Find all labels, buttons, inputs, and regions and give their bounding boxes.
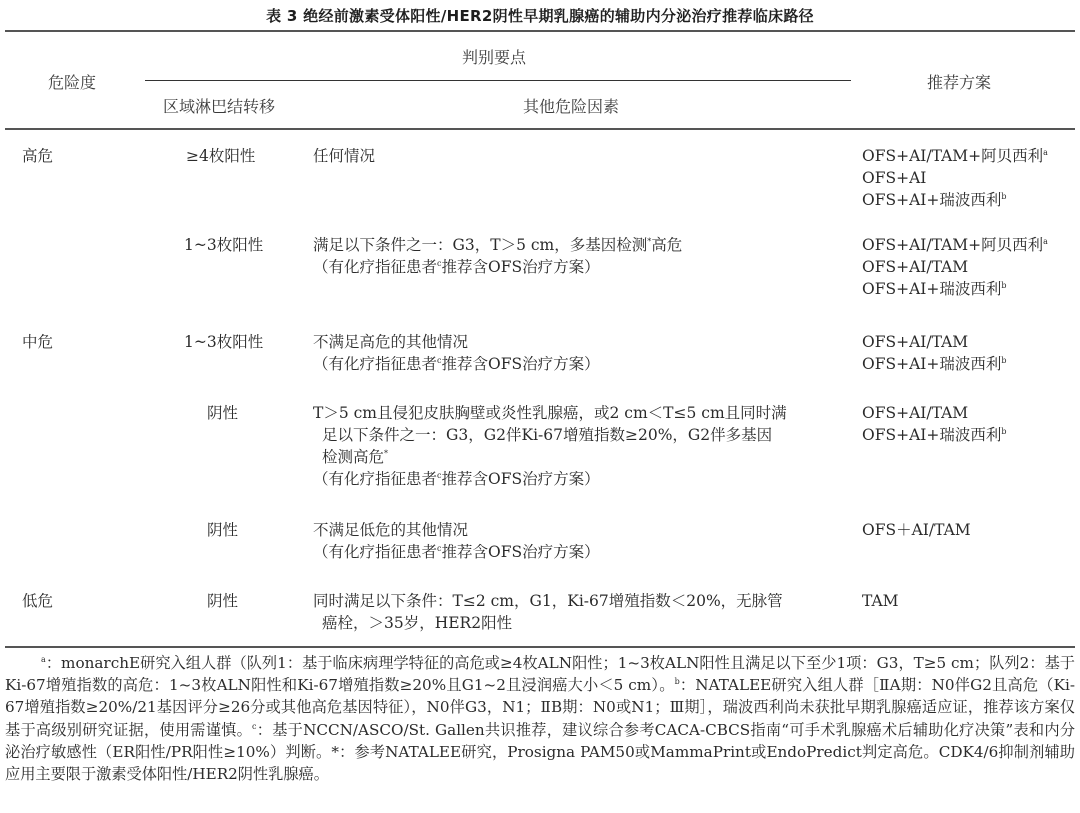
table-title: 表 3 绝经前激素受体阳性/HER2阴性早期乳腺癌的辅助内分泌治疗推荐临床路径 [266, 7, 814, 25]
plan-item [862, 353, 1007, 375]
footnote-a: ：monarchE研究入组人群（队列1：基于临床病理学特征的高危或≥4枚ALN阳性；1~3枚ALN阳性且满足以下至少1项：G3，T≥5 cm；队列2：基于Ki-67增殖指数的高危：1~3枚ALN阳性和Ki-67增殖指数≥20%且G1~2且浸润癌大小＜5 cm）。 [5, 654, 1075, 695]
risk-factor-text: （有化疗指征患者 [313, 355, 438, 373]
recommended-plans [862, 234, 1048, 300]
risk-factor-tail: 推荐含OFS治疗方案） [441, 355, 600, 373]
risk-level: 高危 [22, 147, 54, 165]
other-risk-factors [313, 331, 600, 375]
risk-factor-text: 不满足高危的其他情况 [313, 333, 469, 351]
header-lymph: 区域淋巴结转移 [163, 97, 276, 116]
header-plan: 推荐方案 [927, 73, 992, 92]
plan-text: OFS+AI [862, 169, 927, 187]
risk-factor-line [313, 145, 375, 167]
risk-factor-line [313, 331, 600, 353]
plan-text: OFS+AI+瑞波西利 [862, 426, 1002, 444]
recommended-plans [862, 331, 1007, 375]
footnote-mark-a: a [41, 654, 46, 664]
recommended-plans [862, 402, 1007, 446]
risk-factor-text: 癌栓，＞35岁，HER2阳性 [322, 614, 513, 632]
plan-text: OFS+AI+瑞波西利 [862, 191, 1002, 209]
other-risk-factors [313, 402, 787, 490]
risk-factor-tail: 推荐含OFS治疗方案） [441, 258, 600, 276]
plan-text: OFS+AI+瑞波西利 [862, 355, 1002, 373]
other-risk-factors [313, 234, 682, 278]
footnote-marker: b [1001, 191, 1007, 201]
plan-item [862, 278, 1048, 300]
plan-item [862, 145, 1048, 167]
risk-factor-line [313, 256, 682, 278]
risk-factor-text: 同时满足以下条件：T≤2 cm，G1，Ki-67增殖指数＜20%，无脉管 [313, 592, 783, 610]
plan-text: OFS+AI/TAM+阿贝西利 [862, 147, 1044, 165]
risk-factor-text: 不满足低危的其他情况 [313, 521, 469, 539]
footnote-b: ：NATALEE研究入组人群［ⅡA期：N0伴G2且高危（Ki-67增殖指数≥20%/21基因评分≥26分或其他高危基因特征），N0伴G3，N1；ⅡB期：N0或N1；Ⅲ期］，瑞波西利尚未获批早期乳腺癌适应证，推荐该方案仅基于高级别研究证据，使用需谨慎。 [5, 676, 1075, 739]
plan-item [862, 234, 1048, 256]
footnote-marker: * [384, 448, 389, 458]
footnote-marker: c [437, 258, 442, 268]
lymph-node-status: ≥4枚阳性 [186, 147, 256, 165]
risk-factor-tail: 高危 [651, 236, 683, 254]
risk-factor-line [313, 612, 783, 634]
risk-factor-text: （有化疗指征患者 [313, 470, 438, 488]
plan-item [862, 331, 1007, 353]
plan-text: OFS+AI/TAM [862, 258, 969, 276]
lymph-node-status: 1~3枚阳性 [184, 333, 264, 351]
risk-factor-text: T＞5 cm且侵犯皮肤胸壁或炎性乳腺癌，或2 cm＜T≤5 cm且同时满 [313, 404, 787, 422]
other-risk-factors [313, 590, 783, 634]
header-other: 其他危险因素 [523, 97, 620, 116]
risk-factor-tail: 推荐含OFS治疗方案） [441, 470, 600, 488]
risk-factor-line [313, 402, 787, 424]
header-sub-rule [145, 80, 851, 81]
other-risk-factors [313, 145, 375, 167]
risk-factor-line [313, 541, 600, 563]
plan-text: OFS+AI+瑞波西利 [862, 280, 1002, 298]
risk-factor-text: 满足以下条件之一：G3，T＞5 cm，多基因检测 [313, 236, 648, 254]
recommended-plans [862, 519, 971, 541]
plan-item [862, 189, 1048, 211]
footnote-mark-c: c [252, 721, 257, 731]
risk-level: 中危 [22, 333, 54, 351]
lymph-node-status: 阴性 [207, 521, 239, 539]
footnote-marker: c [437, 470, 442, 480]
risk-level: 低危 [22, 592, 54, 610]
other-risk-factors [313, 519, 600, 563]
risk-factor-line [313, 468, 787, 490]
lymph-node-status: 阴性 [207, 404, 239, 422]
footnote-c: ：基于NCCN/ASCO/St. Gallen共识推荐，建议综合参考CACA-CBCS指南“可手术乳腺癌术后辅助化疗决策”表和内分泌治疗敏感性（ER阳性/PR阳性≥10%）判断。*：参考NATALEE研究，Prosigna PAM50或MammaPrint或EndoPredict判定高危。CDK4/6抑制剂辅助应用主要限于激素受体阳性/HER2阴性乳腺癌。 [5, 720, 1076, 784]
lymph-node-status: 阴性 [207, 592, 239, 610]
plan-item [862, 519, 971, 541]
risk-factor-text: （有化疗指征患者 [313, 258, 438, 276]
footnote-mark-b: b [674, 677, 680, 687]
risk-factor-line [313, 234, 682, 256]
plan-item [862, 424, 1007, 446]
risk-factor-line [313, 446, 787, 468]
footnote-marker: b [1001, 355, 1007, 365]
lymph-node-status: 1~3枚阳性 [184, 236, 264, 254]
plan-item [862, 167, 1048, 189]
header-criteria-group: 判别要点 [462, 48, 527, 67]
footnote-marker: a [1043, 236, 1048, 246]
risk-factor-text: 足以下条件之一：G3，G2伴Ki-67增殖指数≥20%，G2伴多基因 [322, 426, 773, 444]
bottom-rule [5, 646, 1075, 648]
risk-factor-line [313, 590, 783, 612]
footnote-marker: c [437, 543, 442, 553]
plan-item [862, 256, 1048, 278]
recommended-plans [862, 590, 899, 612]
footnote-marker: c [437, 355, 442, 365]
top-rule [5, 30, 1075, 32]
header-risk: 危险度 [48, 73, 97, 92]
footnote-marker: a [1043, 147, 1048, 157]
plan-text: OFS+AI/TAM [862, 333, 969, 351]
footnote-marker: b [1001, 280, 1007, 290]
plan-item [862, 402, 1007, 424]
header-bottom-rule [5, 128, 1075, 130]
recommended-plans [862, 145, 1048, 211]
risk-factor-line [313, 424, 787, 446]
footnote-marker: * [647, 236, 652, 246]
plan-text: OFS＋AI/TAM [862, 521, 971, 539]
table-footnote [5, 652, 1075, 785]
risk-factor-tail: 推荐含OFS治疗方案） [441, 543, 600, 561]
plan-text: TAM [862, 592, 899, 610]
footnote-marker: b [1001, 426, 1007, 436]
risk-factor-text: 任何情况 [313, 147, 376, 165]
plan-text: OFS+AI/TAM [862, 404, 969, 422]
plan-text: OFS+AI/TAM+阿贝西利 [862, 236, 1044, 254]
risk-factor-line [313, 353, 600, 375]
risk-factor-line [313, 519, 600, 541]
plan-item [862, 590, 899, 612]
risk-factor-text: 检测高危 [322, 448, 385, 466]
risk-factor-text: （有化疗指征患者 [313, 543, 438, 561]
